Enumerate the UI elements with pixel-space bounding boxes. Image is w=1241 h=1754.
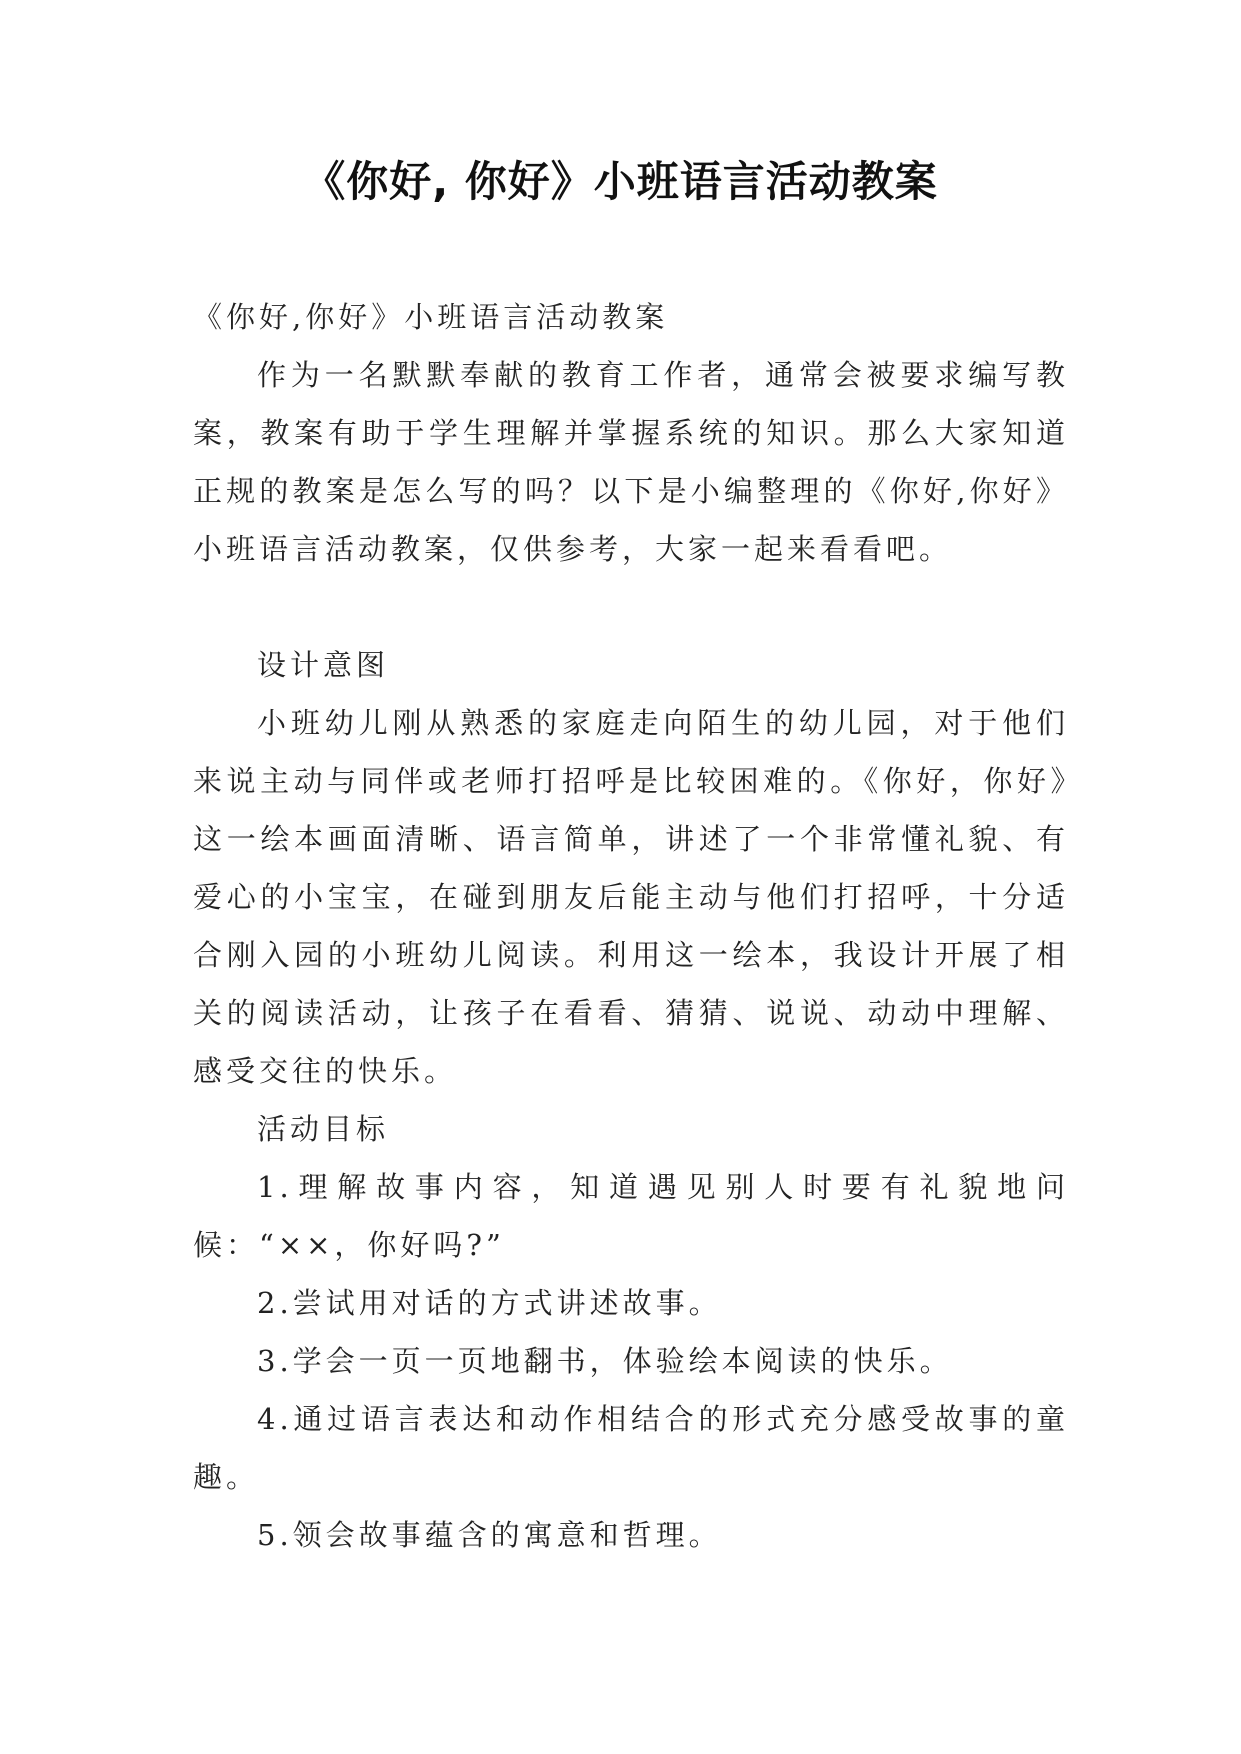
design-heading: 设计意图 xyxy=(257,648,390,682)
goal-item-1: 1.理解故事内容，知道遇见别人时要有礼貌地问候：“××，你好吗?” xyxy=(193,1170,1069,1262)
goal-item-2: 2.尝试用对话的方式讲述故事。 xyxy=(257,1286,722,1320)
document-subtitle: 《你好,你好》小班语言活动教案 xyxy=(193,300,669,334)
design-paragraph: 小班幼儿刚从熟悉的家庭走向陌生的幼儿园，对于他们来说主动与同伴或老师打招呼是比较困难的。《你好，你好》这一绘本画面清晰、语言简单，讲述了一个非常懂礼貌、有爱心的小宝宝，在碰到朋友后能主动与他们打招呼，十分适合刚入园的小班幼儿阅读。利用这一绘本，我设计开展了相关的阅读活动，让孩子在看看、猜猜、说说、动动中理解、感受交往的快乐。 xyxy=(193,706,1069,1088)
goal-item-3: 3.学会一页一页地翻书，体验绘本阅读的快乐。 xyxy=(257,1344,953,1378)
goals-heading: 活动目标 xyxy=(257,1112,390,1146)
paragraph-spacer xyxy=(193,578,1069,636)
goal-item-5: 5.领会故事蕴含的寓意和哲理。 xyxy=(257,1518,722,1552)
document-body xyxy=(193,288,1069,1564)
intro-paragraph: 作为一名默默奉献的教育工作者，通常会被要求编写教案，教案有助于学生理解并掌握系统的知识。那么大家知道正规的教案是怎么写的吗？以下是小编整理的《你好,你好》小班语言活动教案，仅供参考，大家一起来看看吧。 xyxy=(193,358,1069,566)
document-title: 《你好, 你好》小班语言活动教案 xyxy=(303,157,938,206)
goal-item-4: 4.通过语言表达和动作相结合的形式充分感受故事的童趣。 xyxy=(193,1402,1069,1494)
